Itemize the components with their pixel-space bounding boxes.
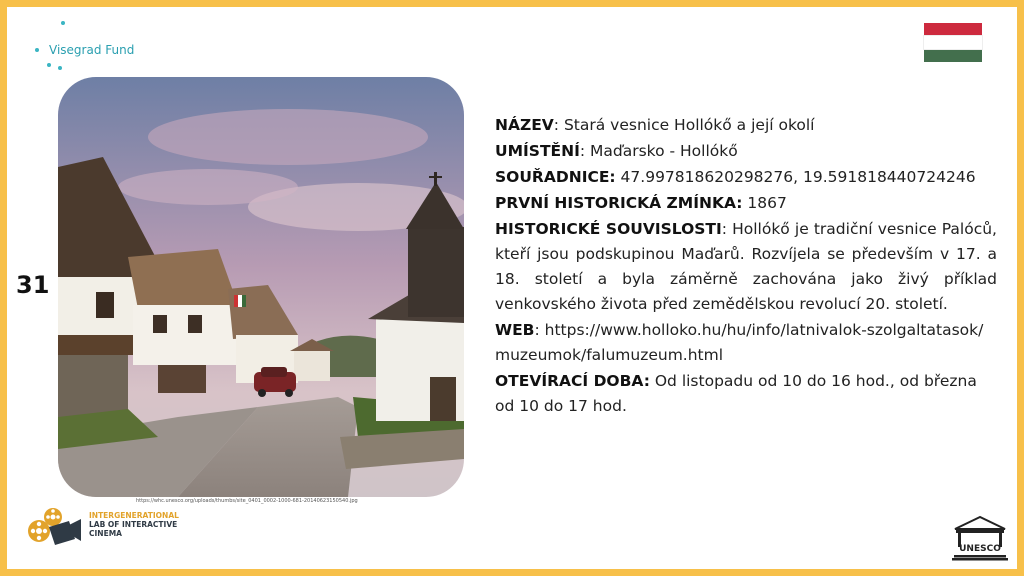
opening-hours-value: Od listopadu od 10 do 16 hod., od března od 10 do 17 hod. xyxy=(495,372,977,415)
first-mention-label: PRVNÍ HISTORICKÁ ZMÍNKA: xyxy=(495,194,743,212)
opening-hours-label: OTEVÍRACÍ DOBA: xyxy=(495,372,650,390)
coordinates-value: 47.997818620298276, 19.591818440724246 xyxy=(615,168,976,186)
lab-line-3: CINEMA xyxy=(89,529,122,538)
coordinates-label: SOUŘADNICE: xyxy=(495,168,616,186)
logo-dot xyxy=(47,63,51,67)
photo-credit: https://whc.unesco.org/uploads/thumbs/site_0401_0002-1000-681-20140623150540.jpg xyxy=(136,498,358,504)
unesco-text: UNESCO xyxy=(959,544,1001,554)
logo-dot xyxy=(61,21,65,25)
slide-number: 31 xyxy=(16,271,50,299)
name-label: NÁZEV xyxy=(495,116,554,134)
location-label: UMÍSTĚNÍ xyxy=(495,142,580,160)
first-mention-row xyxy=(495,191,997,216)
coordinates-row xyxy=(495,165,997,190)
site-info xyxy=(495,113,997,420)
intergenerational-lab-logo xyxy=(25,501,185,553)
logo-dot xyxy=(35,48,39,52)
web-row xyxy=(495,318,997,368)
logo-dot xyxy=(58,66,62,70)
visegrad-fund-name: Visegrad Fund xyxy=(49,43,135,57)
lab-line-1: INTERGENERATIONAL xyxy=(89,511,179,520)
first-mention-value: 1867 xyxy=(742,194,787,212)
web-value[interactable]: : https://www.holloko.hu/hu/info/latnivalok-szolgaltatasok/muzeumok/falumuzeum.html xyxy=(495,321,984,364)
history-value: : Hollókő je tradiční vesnice Palóců, kteří jsou podskupinou Maďarů. Rozvíjela se především v 17. a 18. století a byla záměrně zachována jako živý příklad venkovského života před zemědělskou revolucí 20. století. xyxy=(495,220,997,313)
name-row xyxy=(495,113,997,138)
hungary-flag-icon xyxy=(924,23,982,62)
lab-name xyxy=(89,511,179,538)
slide xyxy=(7,7,1017,569)
lab-line-2: LAB OF INTERACTIVE xyxy=(89,520,178,529)
village-photo xyxy=(58,77,464,497)
film-reel-icon xyxy=(25,501,85,549)
location-value: : Maďarsko - Hollókő xyxy=(579,142,738,160)
location-row xyxy=(495,139,997,164)
opening-hours-row xyxy=(495,369,997,419)
unesco-logo xyxy=(951,515,1009,561)
name-value: : Stará vesnice Hollókő a její okolí xyxy=(553,116,815,134)
history-row xyxy=(495,217,997,317)
history-label: HISTORICKÉ SOUVISLOSTI xyxy=(495,220,722,238)
web-label: WEB xyxy=(495,321,535,339)
visegrad-fund-logo xyxy=(27,21,137,73)
